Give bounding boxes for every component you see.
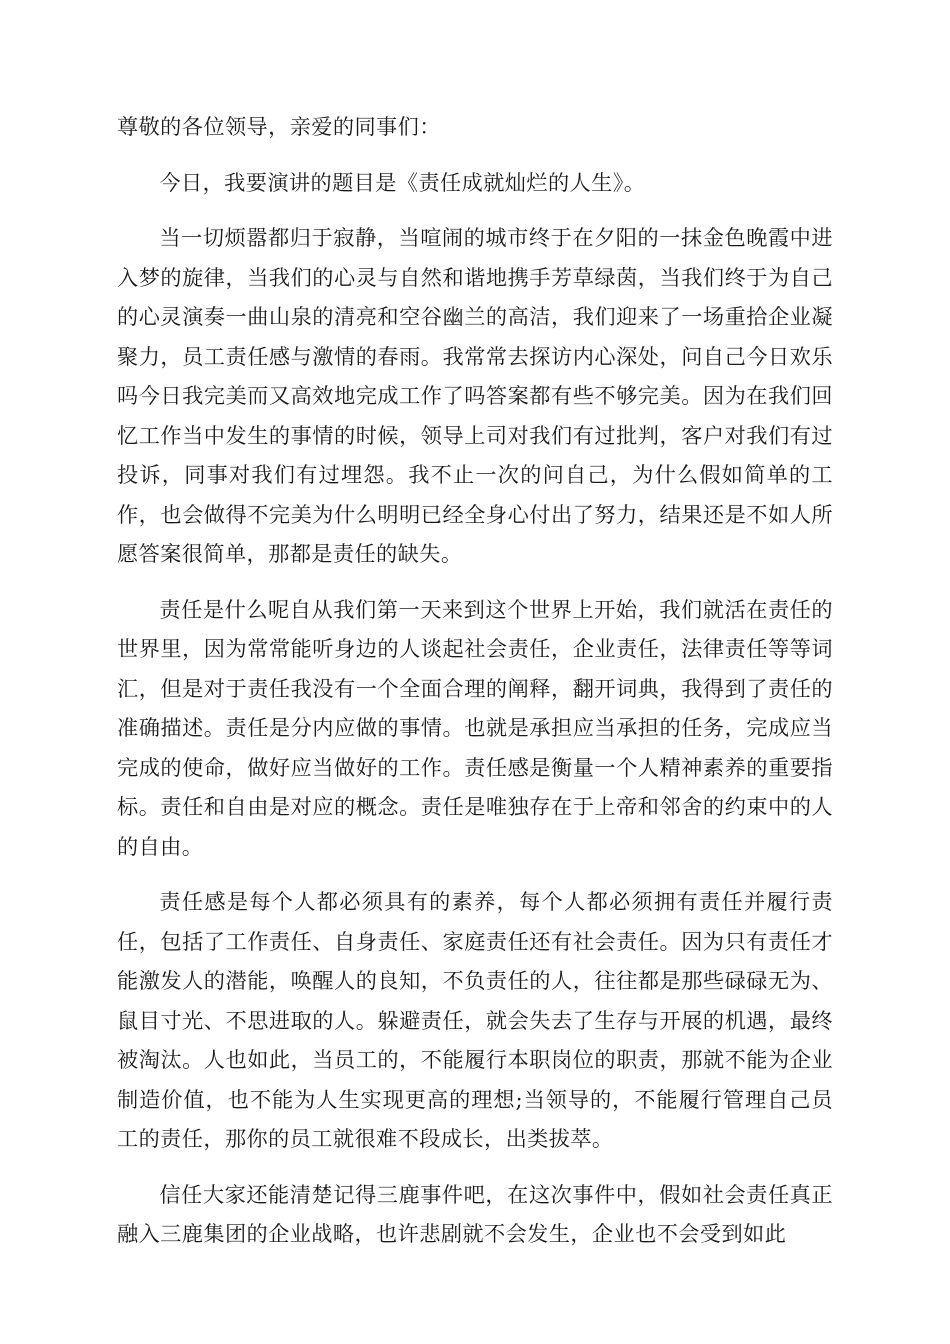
- paragraph-reflection: 当一切烦嚣都归于寂静，当喧闹的城市终于在夕阳的一抹金色晚霞中进入梦的旋律，当我们的心灵与自然和谐地携手芳草绿茵，当我们终于为自己的心灵演奏一曲山泉的清亮和空谷幽兰的高洁，我们迎来了一场重拾企业凝聚力，员工责任感与激情的春雨。我常常去探访内心深处，问自己今日欢乐吗今日我完美而又高效地完成工作了吗答案都有些不够完美。因为在我们回忆工作当中发生的事情的时候，领导上司对我们有过批判，客户对我们有过投诉，同事对我们有过埋怨。我不止一次的问自己，为什么假如简单的工作，也会做得不完美为什么明明已经全身心付出了努力，结果还是不如人所愿答案很简单，那都是责任的缺失。: [117, 225, 833, 566]
- paragraph-topic: 今日，我要演讲的题目是《责任成就灿烂的人生》。: [159, 169, 646, 195]
- paragraph-responsibility-sense: 责任感是每个人都必须具有的素养，每个人都必须拥有责任并履行责任，包括了工作责任、自身责任、家庭责任还有社会责任。因为只有责任才能激发人的潜能，唤醒人的良知，不负责任的人，往往都是那些碌碌无为、鼠目寸光、不思进取的人。躲避责任，就会失去了生存与开展的机遇，最终被淘汰。人也如此，当员工的，不能履行本职岗位的职责，那就不能为企业制造价值，也不能为人生实现更高的理想;当领导的，不能履行管理自己员工的责任，那你的员工就很难不段成长，出类拔萃。: [117, 889, 833, 1151]
- greeting-line: 尊敬的各位领导，亲爱的同事们：: [117, 114, 441, 139]
- document-page: [117, 107, 833, 1270]
- paragraph-definition: 责任是什么呢自从我们第一天来到这个世界上开始，我们就活在责任的世界里，因为常常能听身边的人谈起社会责任，企业责任，法律责任等等词汇，但是对于责任我没有一个全面合理的阐释，翻开词典，我得到了责任的准确描述。责任是分内应做的事情。也就是承担应当承担的任务，完成应当完成的使命，做好应当做好的工作。责任感是衡量一个人精神素养的重要指标。责任和自由是对应的概念。责任是唯独存在于上帝和邻舍的约束中的人的自由。: [117, 596, 833, 859]
- paragraph-sanlu-case: 信任大家还能清楚记得三鹿事件吧，在这次事件中，假如社会责任真正融入三鹿集团的企业战略，也许悲剧就不会发生，企业也不会受到如此: [117, 1181, 833, 1246]
